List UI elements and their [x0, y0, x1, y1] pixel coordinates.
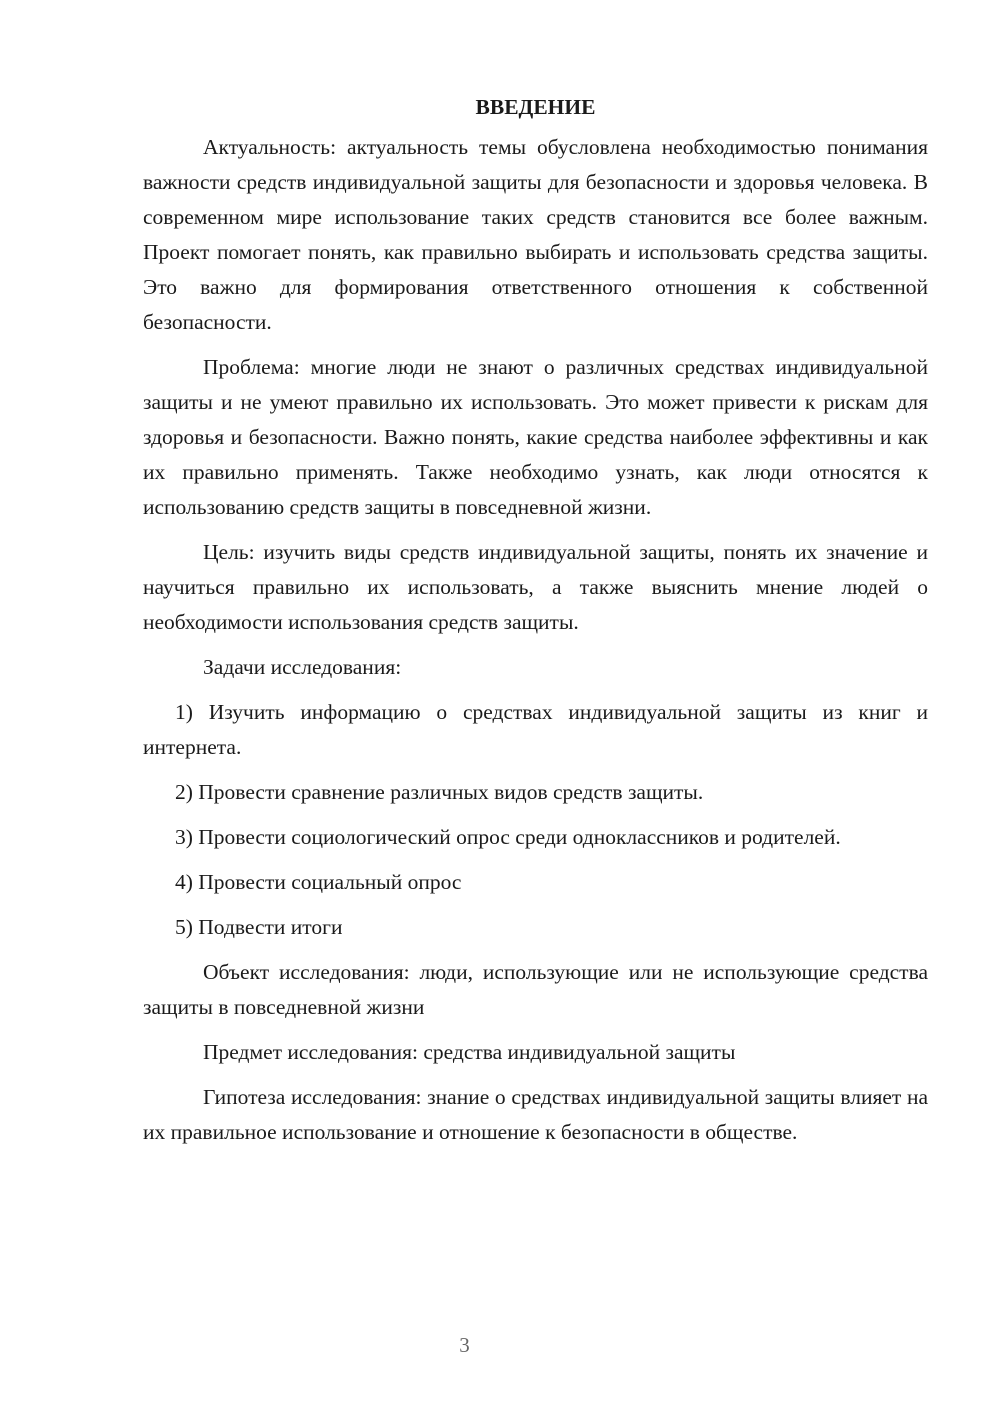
object-paragraph: Объект исследования: люди, использующие или не использующие средства защиты в повседневной жизни	[143, 960, 928, 1019]
task-item: 3) Провести социологический опрос среди одноклассников и родителей.	[175, 825, 841, 849]
subject-paragraph: Предмет исследования: средства индивидуальной защиты	[203, 1040, 736, 1064]
hypothesis-paragraph: Гипотеза исследования: знание о средствах индивидуальной защиты влияет на их правильное использование и отношение к безопасности в обществе.	[143, 1085, 928, 1144]
relevance-paragraph: Актуальность: актуальность темы обусловлена необходимостью понимания важности средств индивидуальной защиты для безопасности и здоровья человека. В современном мире использование таких средств становится все более важным. Проект помогает понять, как правильно выбирать и использовать средства защиты. Это важно для формирования ответственного отношения к собственной безопасности.	[143, 135, 928, 334]
section-heading: ВВЕДЕНИЕ	[475, 95, 596, 119]
page-number: 3	[459, 1333, 470, 1357]
problem-paragraph: Проблема: многие люди не знают о различных средствах индивидуальной защиты и не умеют правильно их использовать. Это может привести к рискам для здоровья и безопасности. Важно понять, какие средства наиболее эффективны и как их правильно применять. Также необходимо узнать, как люди относятся к использованию средств защиты в повседневной жизни.	[143, 355, 928, 519]
document-page	[143, 90, 928, 1160]
task-item: 1) Изучить информацию о средствах индивидуальной защиты из книг и интернета.	[143, 700, 928, 759]
task-item: 2) Провести сравнение различных видов средств защиты.	[175, 780, 704, 804]
task-item: 5) Подвести итоги	[175, 915, 343, 939]
goal-paragraph: Цель: изучить виды средств индивидуальной защиты, понять их значение и научиться правильно их использовать, а также выяснить мнение людей о необходимости использования средств защиты.	[143, 540, 928, 634]
task-item: 4) Провести социальный опрос	[175, 870, 462, 894]
tasks-title: Задачи исследования:	[203, 655, 402, 679]
